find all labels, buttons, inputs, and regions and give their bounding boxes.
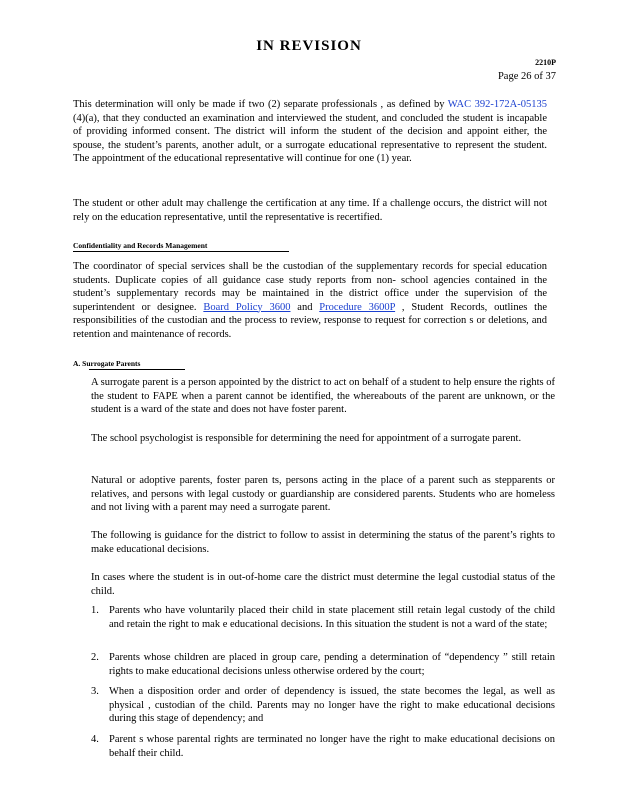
surrogate-paragraph-1: A surrogate parent is a person appointed by the district to act on behalf of a student to help ensure the rights of the student to FAPE when a parent cannot be identified, the whereabouts of the parent are unknown, or the student is a ward of the state and does not have foster parent. — [91, 377, 555, 415]
list-item — [91, 604, 555, 646]
list-text: Parent s whose parental rights are terminated no longer have the right to make educational decisions on behalf their child. — [109, 734, 555, 759]
board-policy-link[interactable]: Board Policy 3600 — [203, 301, 291, 313]
heading-underline — [89, 369, 185, 370]
list-item — [91, 685, 555, 727]
list-text: Parents who have voluntarily placed their child in state placement still retain legal custody of the child and retain the right to mak e educational decisions. In this situation the student is not a ward of the state; — [109, 605, 555, 630]
surrogate-paragraph-4: The following is guidance for the district to follow to assist in determining the status of the parent’s rights to make educational decisions. — [91, 530, 555, 555]
paragraph-text: (4)(a), that they conducted an examination and interviewed the student, and concluded the student is incapable of providing informed consent. The district will inform the student of the decision and appoint either, the spouse, the student’s parents, another adult, or a surrogate educational representative to represent the student. The appointment of the educational representative will continue for one (1) year. — [73, 112, 547, 164]
paragraph-confidentiality — [73, 260, 547, 341]
paragraph-challenge: The student or other adult may challenge the certification at any time. If a challenge occurs, the district will not rely on the education representative, until the representative is recertified. — [73, 198, 547, 223]
paragraph-text: The coordinator of special services shall be the custodian of the supplementary records for special education students. Duplicate copies of all guidance case study reports from non- school agencies contained in the student’s supplementary records may be maintained in the district office under the supervision of the superintendent or designee. — [73, 261, 547, 313]
paragraph-text: This determination will only be made if two (2) separate professionals , as defined by — [73, 99, 448, 110]
document-number: 2210P — [535, 58, 556, 67]
heading-underline — [73, 251, 289, 252]
page-title: IN REVISION — [256, 38, 362, 54]
page-number: Page 26 of 37 — [497, 71, 556, 82]
surrogate-paragraph-3: Natural or adoptive parents, foster paren ts, persons acting in the place of a parent such as stepparents or relatives, and persons with legal custody or guardianship are considered parents. Students who are homeless and not living with a parent may need a surrogate parent. — [91, 475, 555, 513]
list-text: When a disposition order and order of dependency is issued, the state becomes the legal, as well as physical , custodian of the child. Parents may no longer have the right to make educational decisions during this stage of dependency; and — [109, 686, 555, 724]
list-number: 1. — [91, 605, 99, 616]
wac-link[interactable]: WAC 392-172A-05135 — [447, 99, 547, 110]
list-number: 3. — [91, 686, 99, 697]
list-item — [91, 733, 555, 761]
paragraph-text: , Student Records, outlines the responsibilities of the custodian and the process to review, response to request for correction s or deletions, and retention and maintenance of records. — [73, 301, 547, 340]
procedure-link[interactable]: Procedure 3600P — [319, 301, 396, 313]
surrogate-paragraph-2: The school psychologist is responsible for determining the need for appointment of a surrogate parent. — [91, 433, 522, 444]
paragraph-determination — [73, 98, 547, 166]
list-number: 4. — [91, 734, 99, 745]
surrogate-paragraph-5: In cases where the student is in out-of-home care the district must determine the legal custodial status of the child. — [91, 572, 555, 597]
confidentiality-heading: Confidentiality and Records Management — [73, 241, 208, 250]
list-item — [91, 651, 555, 679]
surrogate-heading: A. Surrogate Parents — [73, 359, 141, 368]
list-text: Parents whose children are placed in group care, pending a determination of “dependency ” still retain rights to make educational decisions unless otherwise ordered by the court; — [109, 652, 555, 677]
list-number: 2. — [91, 652, 99, 663]
paragraph-text: and — [290, 301, 320, 313]
